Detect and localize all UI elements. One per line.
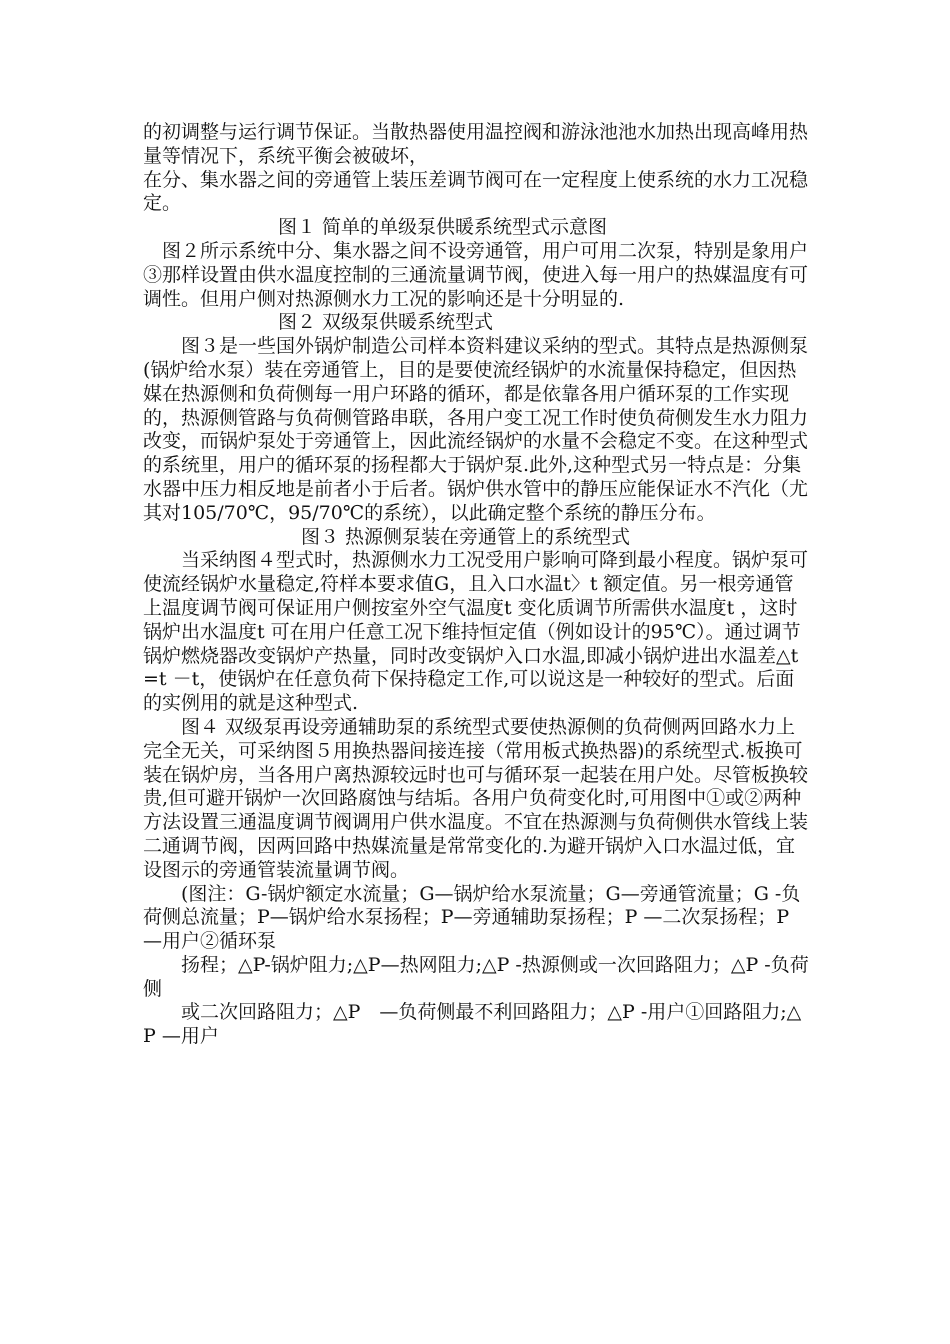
figure-caption-1: 图１ 简单的单级泵供暖系统型式示意图 [278, 216, 608, 239]
paragraph-notes-head: 扬程；△P-锅炉阻力;△P—热网阻力;△P -热源侧或一次回路阻力；△P -负荷侧 [143, 953, 809, 1000]
paragraph-bypass-valve: 在分、集水器之间的旁通管上装压差调节阀可在一定程度上使系统的水力工况稳定。 [143, 168, 809, 215]
paragraph-notes-resistance: 或二次回路阻力；△P —负荷侧最不利回路阻力；△P -用户①回路阻力;△P —用户 [143, 1001, 802, 1048]
figure-caption-2: 图２ 双级泵供暖系统型式 [278, 311, 494, 334]
paragraph-figure-3: 图３是一些国外锅炉制造公司样本资料建议采纳的型式。其特点是热源侧泵(锅炉给水泵）装在旁通管上，目的是要使流经锅炉的水流量保持稳定，但因热媒在热源侧和负荷侧每一用户环路的循环，都是依靠各用户循环泵的工作实现的，热源侧管路与负荷侧管路串联，各用户变工况工作时使负荷侧发生水力阻力改变，而锅炉泵处于旁通管上，因此流经锅炉的水量不会稳定不变。在这种型式的系统里，用户的循环泵的扬程都大于锅炉泵.此外,这种型式另一特点是：分集水器中压力相反地是前者小于后者。锅炉供水管中的静压应能保证水不汽化（尤其对105/70℃，95/70℃的系统），以此确定整个系统的静压分布。 [143, 335, 809, 524]
paragraph-continuation: 的初调整与运行调节保证。当散热器使用温控阀和游泳池池水加热出现高峰用热量等情况下，系统平衡会被破坏， [143, 121, 809, 167]
paragraph-figure-notes: (图注：G-锅炉额定水流量；G—锅炉给水泵流量；G—旁通管流量；G -负荷侧总流量；P—锅炉给水泵扬程；P—旁通辅助泵扬程；P —二次泵扬程；P —用户②循环泵 [143, 882, 801, 953]
paragraph-figure-4-5: 图４ 双级泵再设旁通辅助泵的系统型式要使热源侧的负荷侧两回路水力上完全无关，可采纳图５用换热器间接连接（常用板式换热器)的系统型式.板换可装在锅炉房，当各用户离热源较远时也可与循环泵一起装在用户处。尽管板换较贵,但可避开锅炉一次回路腐蚀与结垢。各用户负荷变化时,可用图中①或②两种方法设置三通温度调节阀调用户供水温度。不宜在热源测与负荷侧供水管线上装二通调节阀，因两回路中热媒流量是常常变化的.为避开锅炉入口水温过低，宜设图示的旁通管装流量调节阀。 [143, 715, 809, 881]
document-body [143, 121, 811, 1049]
figure-caption-3: 图３ 热源侧泵装在旁通管上的系统型式 [301, 525, 631, 548]
paragraph-figure-4: 当采纳图４型式时，热源侧水力工况受用户影响可降到最小程度。锅炉泵可使流经锅炉水量稳定,符样本要求值G，且入口水温t〉t 额定值。另一根旁通管上温度调节阀可保证用户侧按室外空气温度t 变化质调节所需供水温度t ，这时锅炉出水温度t 可在用户任意工况下维持恒定值（例如设计的95℃）。通过调节锅炉燃烧器改变锅炉产热量，同时改变锅炉入口水温,即减小锅炉进出水温差△t=t －t，使锅炉在任意负荷下保持稳定工作,可以说这是一种较好的型式。后面的实例用的就是这种型式. [143, 549, 809, 715]
paragraph-figure-2: 图２所示系统中分、集水器之间不设旁通管，用户可用二次泵，特别是象用户③那样设置由供水温度控制的三通流量调节阀，使进入每一用户的热媒温度有可调性。但用户侧对热源侧水力工况的影响还是十分明显的. [143, 239, 809, 310]
